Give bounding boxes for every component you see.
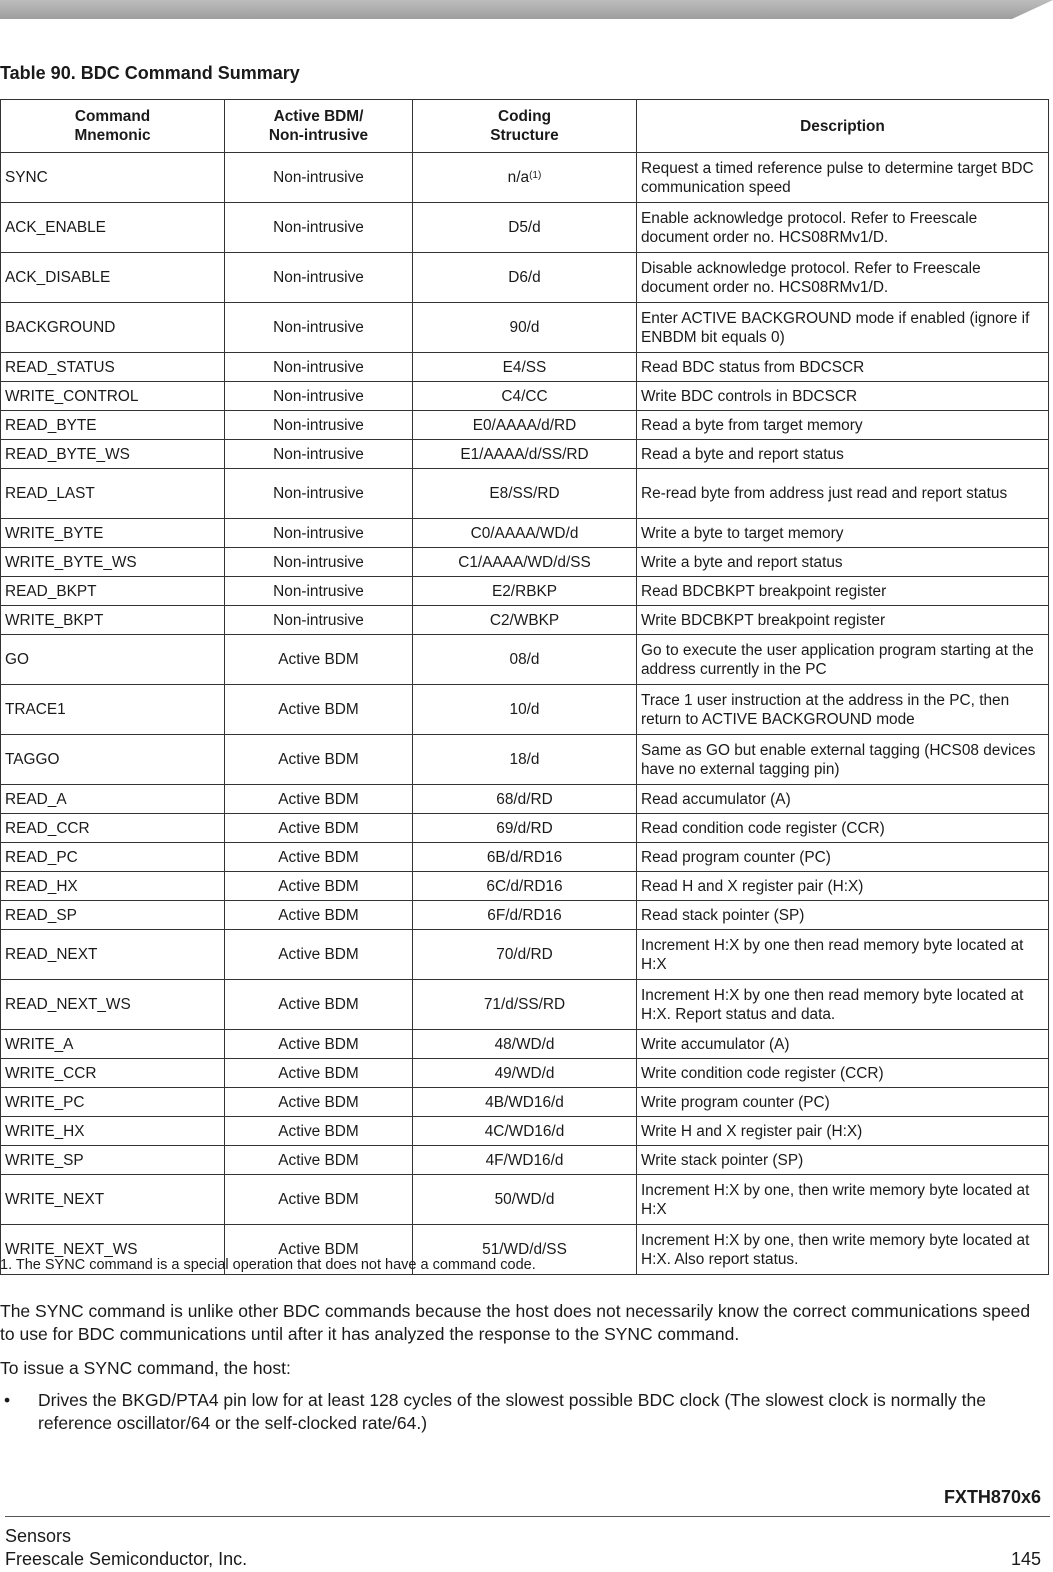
cell-mnemonic-text: WRITE_BYTE_WS [5,553,137,571]
cell-mnemonic [1,203,225,253]
cell-mode-text: Active BDM [278,651,359,668]
cell-coding-text: 90/d [509,319,540,336]
cell-description-text: Read a byte and report status [641,445,844,463]
cell-mode-text: Non-intrusive [273,553,364,571]
cell-mode-text: Active BDM [278,996,359,1013]
cell-mnemonic-text: READ_LAST [5,485,95,502]
cell-description-text: Disable acknowledge protocol. Refer to Freescale document order no. HCS08RMv1/D. [641,259,981,296]
table-row [1,411,1049,440]
cell-description [637,785,1049,814]
page-number: 145 [1010,1549,1041,1569]
cell-coding [413,735,637,785]
cell-description-text: Write BDCBKPT breakpoint register [641,611,886,629]
cell-mnemonic-text: READ_STATUS [5,358,115,376]
cell-description-text: Increment H:X by one, then write memory byte located at H:X. Also report status. [641,1231,1030,1268]
cell-mode [225,411,413,440]
cell-coding-text: C1/AAAA/WD/d/SS [458,553,591,571]
table-row [1,685,1049,735]
table-row [1,303,1049,353]
cell-mode-text: Non-intrusive [273,387,364,405]
cell-coding [413,606,637,635]
table-row [1,606,1049,635]
cell-mode-text: Active BDM [278,906,359,924]
table-row [1,1175,1049,1225]
cell-coding [413,253,637,303]
cell-mnemonic-text: WRITE_PC [5,1093,85,1111]
cell-coding-text: 10/d [509,701,540,718]
cell-coding [413,1175,637,1225]
cell-mnemonic [1,635,225,685]
table-row [1,735,1049,785]
cell-coding [413,303,637,353]
cell-mnemonic [1,469,225,519]
cell-mode-text: Active BDM [278,877,359,895]
cell-mnemonic [1,1059,225,1088]
cell-coding [413,785,637,814]
cell-description-text: Same as GO but enable external tagging (HCS08 devices have no external tagging pin) [641,741,1036,778]
cell-mode-text: Non-intrusive [273,219,364,236]
cell-description [637,411,1049,440]
cell-mode-text: Non-intrusive [273,611,364,629]
cell-coding [413,203,637,253]
cell-mnemonic [1,411,225,440]
cell-description-text: Go to execute the user application program starting at the address currently in the PC [641,641,1034,678]
header-mode [225,100,413,153]
header-text: Coding [498,108,551,125]
cell-description [637,1117,1049,1146]
header-text: Mnemonic [74,127,151,144]
table-row [1,930,1049,980]
table-row [1,872,1049,901]
cell-coding [413,353,637,382]
cell-description-text: Read program counter (PC) [641,848,831,866]
cell-coding [413,930,637,980]
cell-mnemonic-text: ACK_ENABLE [5,219,106,236]
cell-coding-text: 50/WD/d [494,1191,555,1208]
cell-mode-text: Non-intrusive [273,169,364,186]
cell-mnemonic-text: READ_NEXT_WS [5,996,131,1013]
cell-mode [225,635,413,685]
cell-description [637,153,1049,203]
table-row [1,1030,1049,1059]
cell-coding-text: 69/d/RD [496,819,553,837]
cell-mode-text: Non-intrusive [273,445,364,463]
cell-description [637,353,1049,382]
cell-description [637,1030,1049,1059]
cell-mode [225,519,413,548]
cell-mnemonic-text: WRITE_A [5,1035,74,1053]
cell-coding-text: E0/AAAA/d/RD [472,416,577,434]
cell-mode [225,735,413,785]
cell-mode-text: Active BDM [278,1035,359,1053]
table-row [1,1117,1049,1146]
paragraph-sync-intro: The SYNC command is unlike other BDC commands because the host does not necessarily know the correct communications speed to use for BDC communications until after it has analyzed the response to the SYNC command. [0,1301,1031,1344]
cell-coding [413,635,637,685]
cell-description [637,519,1049,548]
cell-description [637,635,1049,685]
cell-description [637,872,1049,901]
cell-description [637,606,1049,635]
cell-mode [225,440,413,469]
cell-description [637,469,1049,519]
cell-description [637,980,1049,1030]
cell-description-text: Read BDC status from BDCSCR [641,358,865,376]
cell-mnemonic-text: WRITE_NEXT [5,1191,105,1208]
header-text: Structure [490,127,559,144]
cell-coding-text: 4B/WD16/d [485,1093,564,1111]
cell-coding [413,469,637,519]
table-row [1,253,1049,303]
cell-mode-text: Active BDM [278,1122,359,1140]
cell-coding-text: 6F/d/RD16 [487,906,562,924]
header-text: Non-intrusive [268,127,369,144]
cell-coding-text: 68/d/RD [496,790,553,808]
cell-mode-text: Non-intrusive [273,358,364,376]
cell-mnemonic [1,872,225,901]
cell-coding-text: 71/d/SS/RD [483,996,566,1013]
cell-coding-text: D6/d [508,269,541,286]
cell-mnemonic-text: TAGGO [5,751,60,768]
cell-mode-text: Active BDM [278,819,359,837]
table-row [1,635,1049,685]
cell-coding [413,843,637,872]
cell-mnemonic [1,785,225,814]
cell-mnemonic-text: READ_HX [5,877,78,895]
cell-mode [225,872,413,901]
cell-mnemonic [1,253,225,303]
cell-description-text: Request a timed reference pulse to determine target BDC communication speed [641,159,1034,196]
cell-mode [225,814,413,843]
cell-mnemonic-text: WRITE_BKPT [5,611,104,629]
cell-mode [225,1030,413,1059]
cell-description [637,1088,1049,1117]
table-row [1,980,1049,1030]
cell-description-text: Write BDC controls in BDCSCR [641,387,858,405]
header-bar [0,0,1053,19]
cell-coding-text: C2/WBKP [489,611,560,629]
cell-description-text: Write condition code register (CCR) [641,1064,884,1082]
cell-mode-text: Active BDM [278,946,359,963]
cell-mnemonic [1,843,225,872]
bullet-text: Drives the BKGD/PTA4 pin low for at least 128 cycles of the slowest possible BDC clock (The slowest clock is normally the reference oscillator/64 or the self-clocked rate/64.) [38,1390,986,1433]
bullet-icon: • [4,1390,11,1410]
cell-coding-text: C0/AAAA/WD/d [470,524,579,542]
cell-description-text: Write program counter (PC) [641,1093,830,1111]
cell-description-text: Write H and X register pair (H:X) [641,1122,863,1140]
table-row [1,1059,1049,1088]
cell-mode [225,577,413,606]
cell-coding-text: E4/SS [502,358,547,376]
cell-mnemonic [1,930,225,980]
cell-mode [225,1146,413,1175]
cell-mnemonic [1,980,225,1030]
cell-coding-text: C4/CC [501,387,548,405]
cell-mode-text: Non-intrusive [273,269,364,286]
cell-mnemonic-text: GO [5,651,29,668]
cell-coding [413,577,637,606]
cell-description-text: Read accumulator (A) [641,790,791,808]
cell-mode-text: Active BDM [278,1093,359,1111]
cell-mnemonic [1,153,225,203]
cell-mode-text: Active BDM [278,848,359,866]
cell-mnemonic-text: WRITE_CCR [5,1064,97,1082]
table-row [1,548,1049,577]
cell-mnemonic [1,519,225,548]
cell-description [637,1059,1049,1088]
table-row [1,785,1049,814]
table-row [1,901,1049,930]
cell-mode-text: Active BDM [278,1191,359,1208]
cell-description [637,1146,1049,1175]
table-row [1,814,1049,843]
cell-coding [413,1117,637,1146]
cell-description [637,735,1049,785]
cell-mode [225,685,413,735]
cell-mnemonic [1,685,225,735]
cell-mode-text: Non-intrusive [273,485,364,502]
cell-mode [225,980,413,1030]
cell-mode [225,153,413,203]
cell-mnemonic-text: READ_PC [5,848,78,866]
cell-coding-text: 08/d [509,651,540,668]
table-body [1,153,1049,1275]
cell-coding [413,382,637,411]
cell-mnemonic [1,303,225,353]
cell-mnemonic-text: WRITE_SP [5,1151,84,1169]
table-row [1,382,1049,411]
cell-description [637,253,1049,303]
cell-mnemonic [1,606,225,635]
cell-mnemonic [1,577,225,606]
header-text: Description [800,117,885,135]
cell-mode [225,930,413,980]
cell-mode-text: Active BDM [278,1064,359,1082]
cell-description [637,685,1049,735]
cell-coding-text: 70/d/RD [496,946,553,963]
table-row [1,1146,1049,1175]
cell-mode [225,253,413,303]
cell-description-text: Read stack pointer (SP) [641,906,805,924]
cell-mnemonic [1,735,225,785]
paragraph-issue-sync: To issue a SYNC command, the host: [0,1358,291,1378]
cell-description-text: Write accumulator (A) [641,1035,790,1053]
cell-description [637,577,1049,606]
cell-mnemonic [1,1088,225,1117]
cell-coding-text: 51/WD/d/SS [482,1241,567,1258]
table-row [1,1088,1049,1117]
header-coding-structure [413,100,637,153]
header-command-mnemonic [1,100,225,153]
cell-mode [225,469,413,519]
cell-coding-text: 4C/WD16/d [484,1122,565,1140]
cell-mnemonic-text: READ_BKPT [5,582,97,600]
cell-mnemonic-text: SYNC [5,169,48,186]
table-row [1,469,1049,519]
table-row [1,577,1049,606]
cell-coding-text: 4F/WD16/d [485,1151,564,1169]
document-id: FXTH870x6 [943,1487,1041,1507]
cell-coding [413,1059,637,1088]
cell-mode-text: Active BDM [278,1241,359,1258]
cell-coding-text: E8/SS/RD [489,485,560,502]
footer-divider [5,1516,1050,1517]
cell-coding-text: E1/AAAA/d/SS/RD [460,445,589,463]
cell-description-text: Write a byte to target memory [641,524,844,542]
cell-coding [413,1088,637,1117]
cell-mnemonic-text: WRITE_HX [5,1122,85,1140]
cell-mnemonic-text: READ_SP [5,906,77,924]
cell-description [637,303,1049,353]
cell-mnemonic [1,1175,225,1225]
cell-coding [413,1030,637,1059]
table-row [1,440,1049,469]
cell-mnemonic-text: READ_A [5,790,67,808]
cell-description-text: Read H and X register pair (H:X) [641,877,864,895]
cell-mnemonic [1,1146,225,1175]
cell-mode-text: Active BDM [278,751,359,768]
cell-coding-text: E2/RBKP [491,582,557,600]
cell-mode-text: Active BDM [278,790,359,808]
cell-mnemonic [1,353,225,382]
cell-coding [413,814,637,843]
cell-mnemonic-text: READ_BYTE_WS [5,445,130,463]
cell-coding [413,685,637,735]
table-row [1,353,1049,382]
cell-coding [413,440,637,469]
cell-coding [413,1146,637,1175]
cell-mode [225,785,413,814]
cell-coding [413,980,637,1030]
cell-mode-text: Active BDM [278,701,359,718]
cell-mode [225,203,413,253]
cell-mnemonic-text: READ_CCR [5,819,90,837]
cell-coding [413,901,637,930]
table-header-row [1,100,1049,153]
cell-mode-text: Non-intrusive [273,319,364,336]
cell-mnemonic-text: READ_BYTE [5,416,97,434]
cell-mode [225,843,413,872]
cell-description-text: Read BDCBKPT breakpoint register [641,582,887,600]
cell-mnemonic-text: BACKGROUND [5,319,116,336]
cell-description [637,1225,1049,1275]
cell-description [637,440,1049,469]
cell-coding [413,153,637,203]
cell-mode [225,606,413,635]
cell-mode [225,1117,413,1146]
cell-mode [225,1175,413,1225]
footer-category: Sensors [5,1526,72,1546]
cell-description-text: Increment H:X by one then read memory byte located at H:X. Report status and data. [641,986,1024,1023]
footer-company: Freescale Semiconductor, Inc. [5,1549,248,1569]
cell-description [637,203,1049,253]
cell-description [637,901,1049,930]
header-description [637,100,1049,153]
header-text: Command [74,108,151,125]
cell-coding [413,411,637,440]
cell-mode [225,548,413,577]
cell-mnemonic [1,440,225,469]
cell-description-text: Write a byte and report status [641,553,843,571]
cell-mnemonic-text: WRITE_CONTROL [5,387,139,405]
table-row [1,843,1049,872]
cell-description-text: Increment H:X by one then read memory byte located at H:X [641,936,1024,973]
cell-mnemonic-text: TRACE1 [5,701,66,718]
cell-coding-text: 49/WD/d [494,1064,555,1082]
cell-coding [413,548,637,577]
table-row [1,153,1049,203]
cell-coding-text: 48/WD/d [494,1035,555,1053]
cell-description-text: Enable acknowledge protocol. Refer to Freescale document order no. HCS08RMv1/D. [641,209,978,246]
cell-mnemonic [1,901,225,930]
cell-mnemonic [1,382,225,411]
cell-mode [225,1059,413,1088]
cell-mnemonic [1,1030,225,1059]
cell-mode [225,382,413,411]
cell-description [637,843,1049,872]
cell-mnemonic [1,814,225,843]
cell-description [637,930,1049,980]
cell-description-text: Read condition code register (CCR) [641,819,885,837]
cell-description [637,548,1049,577]
cell-mnemonic [1,1117,225,1146]
table-row [1,203,1049,253]
cell-coding [413,872,637,901]
cell-mode [225,1088,413,1117]
cell-description-text: Write stack pointer (SP) [641,1151,804,1169]
cell-description-text: Enter ACTIVE BACKGROUND mode if enabled (ignore if ENBDM bit equals 0) [641,309,1030,346]
cell-mode [225,303,413,353]
cell-mnemonic-text: WRITE_BYTE [5,524,104,542]
cell-coding [413,519,637,548]
cell-mnemonic [1,548,225,577]
header-text: Active BDM/ [273,108,364,125]
table-row [1,519,1049,548]
cell-coding-text: 18/d [509,751,540,768]
cell-mode-text: Non-intrusive [273,524,364,542]
cell-description [637,1175,1049,1225]
cell-mode [225,353,413,382]
cell-mnemonic-text: READ_NEXT [5,946,98,963]
cell-coding-text: 6B/d/RD16 [486,848,563,866]
cell-description-text: Trace 1 user instruction at the address in the PC, then return to ACTIVE BACKGROUND mode [641,691,1010,728]
cell-description-text: Increment H:X by one, then write memory byte located at H:X [641,1181,1030,1218]
footnote-reference: (1) [529,170,542,181]
cell-description-text: Read a byte from target memory [641,416,863,434]
cell-coding-text: 6C/d/RD16 [486,877,563,895]
table-footnote: 1. The SYNC command is a special operation that does not have a command code. [0,1257,536,1273]
cell-mode [225,901,413,930]
cell-description [637,382,1049,411]
table-title: Table 90. BDC Command Summary [0,63,300,83]
cell-coding-text: n/a [507,169,530,186]
cell-mnemonic-text: WRITE_NEXT_WS [5,1241,138,1258]
cell-mode-text: Active BDM [278,1151,359,1169]
cell-mode-text: Non-intrusive [273,582,364,600]
cell-description-text: Re-read byte from address just read and report status [641,485,1008,502]
bdc-command-table [0,99,1049,1275]
cell-coding-text: D5/d [508,219,541,236]
cell-mode-text: Non-intrusive [273,416,364,434]
cell-mnemonic-text: ACK_DISABLE [5,269,111,286]
cell-description [637,814,1049,843]
